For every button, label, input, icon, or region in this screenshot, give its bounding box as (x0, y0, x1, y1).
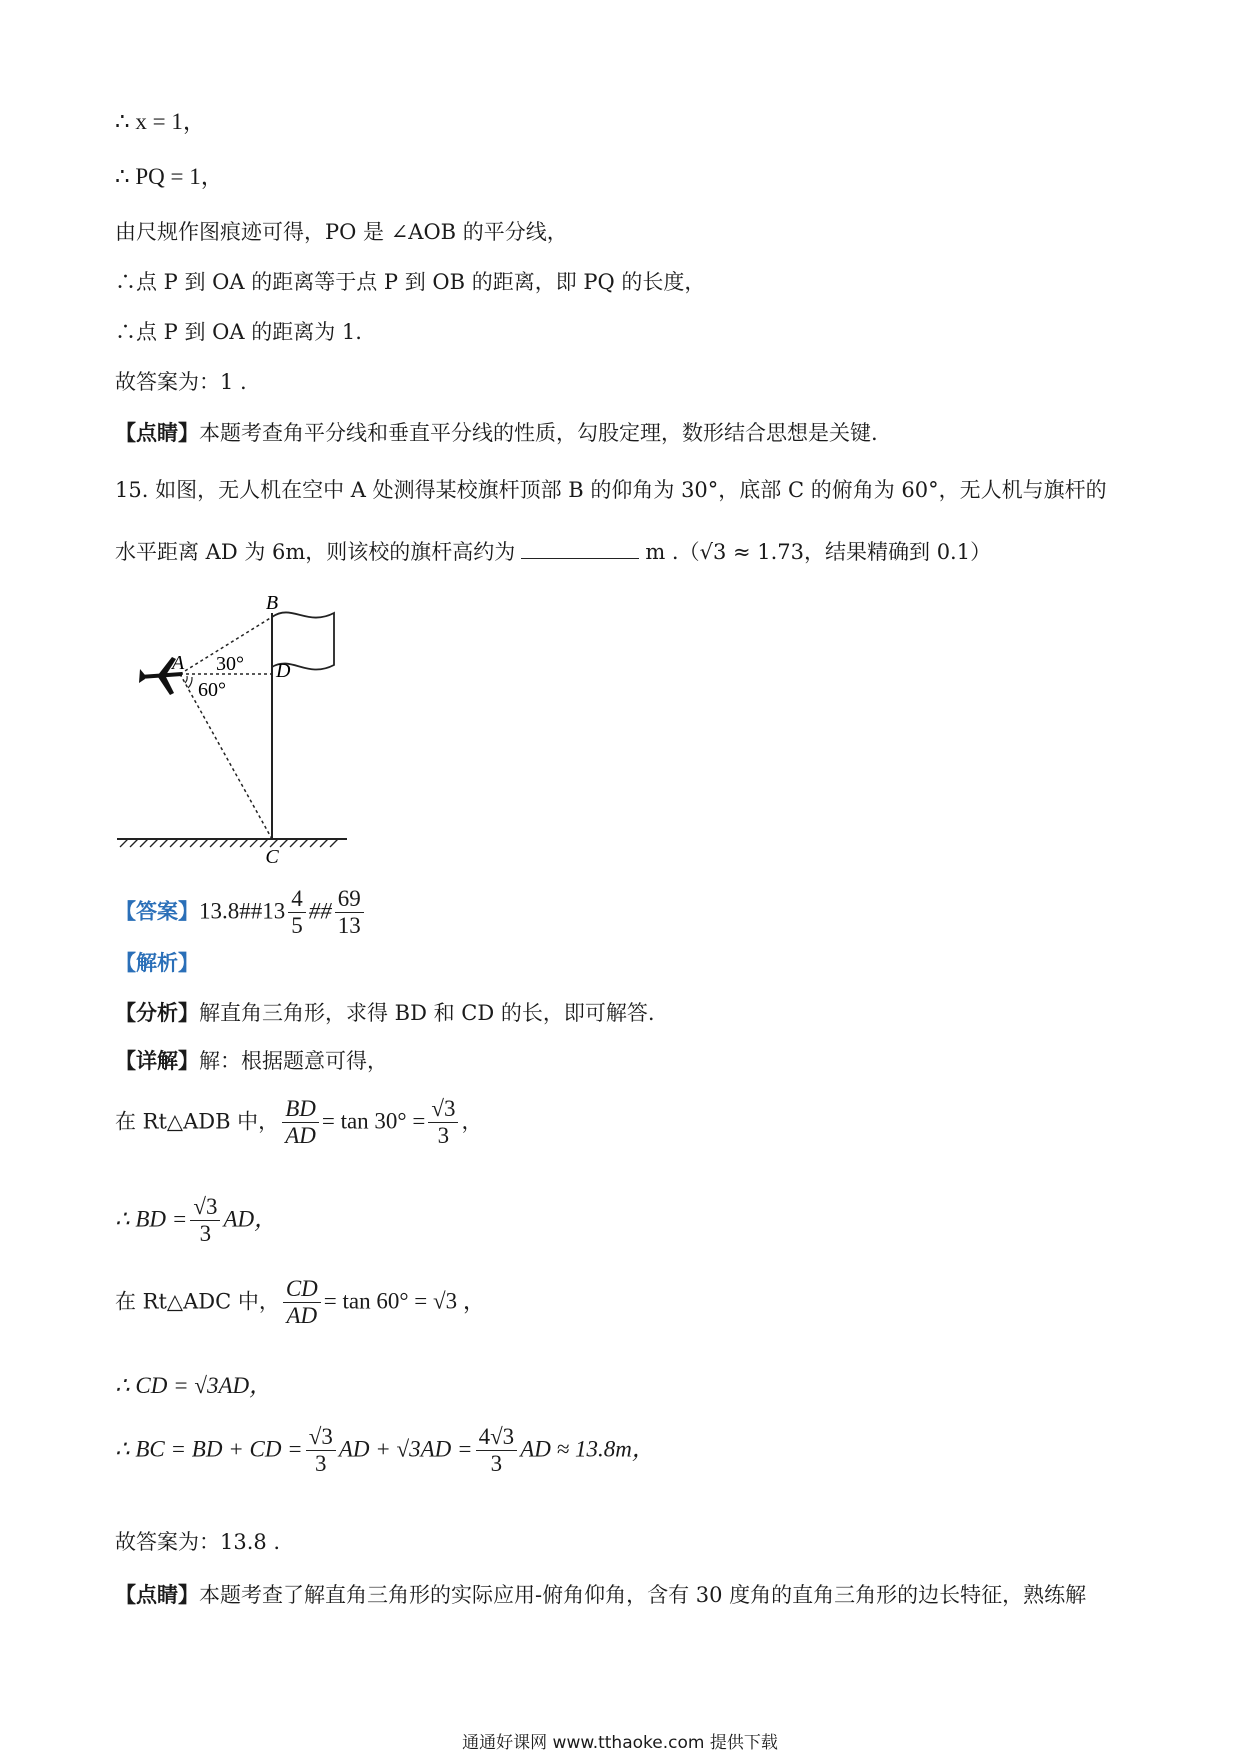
step-1-num: BD (282, 1096, 319, 1123)
step-3-frac (283, 1276, 321, 1330)
sight-line-ac (180, 674, 272, 839)
dianjing-text: 本题考查角平分线和垂直平分线的性质，勾股定理，数形结合思想是关键. (199, 421, 878, 445)
step-2-num: √3 (190, 1194, 220, 1221)
xiangjie-text: 解：根据题意可得， (199, 1049, 388, 1073)
step-3-den: AD (286, 1303, 318, 1329)
answer-value-a: 13.8##13 (199, 898, 286, 924)
step-4: ∴ CD = √3AD， (115, 1373, 273, 1398)
answer-mixed-num: 4 (288, 886, 306, 913)
xiangjie-line (115, 1048, 388, 1074)
answer-tag: 【答案】 (115, 898, 199, 924)
step-2-pre: ∴ BD = (115, 1206, 188, 1232)
step-6: 故答案为：13.8 . (115, 1530, 281, 1554)
question-line-1 (115, 478, 1107, 503)
step-2 (115, 1194, 277, 1248)
line-x-equals-1: ∴ x = 1， (115, 109, 206, 134)
ground-hatching (120, 839, 338, 847)
answer-line (115, 886, 367, 940)
step-1-den: AD (285, 1123, 316, 1149)
step-5 (115, 1424, 655, 1478)
jiexi-tag: 【解析】 (115, 950, 199, 975)
step-1-frac (282, 1096, 319, 1150)
step-1-rnum: √3 (428, 1096, 458, 1123)
step-2-end: AD， (223, 1206, 278, 1232)
step-5-num-1: √3 (306, 1424, 336, 1451)
answer-frac-den: 13 (337, 913, 361, 939)
page-footer: 通通好课网 www.tthaoke.com 提供下载 (462, 1733, 778, 1753)
answer-blank (521, 540, 639, 559)
fenxi-text: 解直角三角形，求得 BD 和 CD 的长，即可解答. (199, 1001, 655, 1025)
line-bisector: 由尺规作图痕迹可得，PO 是 ∠AOB 的平分线， (115, 220, 568, 244)
step-1-rden: 3 (437, 1123, 450, 1149)
step-5-pre: ∴ BC = BD + CD = (115, 1436, 303, 1462)
step-3 (115, 1276, 486, 1330)
step-3-pre: 在 Rt△ADC 中， (115, 1289, 280, 1314)
question-text-2b: m .（√3 ≈ 1.73，结果精确到 0.1） (645, 540, 992, 564)
fenxi-tag: 【分析】 (115, 1000, 199, 1025)
question-text-1: 如图，无人机在空中 A 处测得某校旗杆顶部 B 的仰角为 30°，底部 C 的俯角为 60°，无人机与旗杆的 (155, 478, 1107, 502)
step-7 (115, 1582, 1086, 1608)
answer-mixed-fraction (288, 886, 306, 940)
step-2-frac (190, 1194, 220, 1248)
step-1-end: ， (461, 1109, 483, 1134)
step-5-num-2: 4√3 (476, 1424, 518, 1451)
answer-sep: ## (308, 898, 332, 924)
step-5-frac-2 (476, 1424, 518, 1478)
line-pq-equals-1: ∴ PQ = 1， (115, 164, 224, 189)
step-2-den: 3 (199, 1221, 212, 1247)
line-answer-1: 故答案为：1 . (115, 370, 247, 394)
step-5-frac-1 (306, 1424, 336, 1478)
answer-frac-num: 69 (335, 886, 364, 913)
step-1-mid: = tan 30° = (321, 1108, 426, 1134)
step-3-num: CD (283, 1276, 321, 1303)
step-5-end: AD ≈ 13.8m， (520, 1436, 655, 1462)
answer-fraction (335, 886, 364, 940)
question-line-2 (115, 540, 991, 565)
fenxi-line (115, 1000, 655, 1026)
dianjing-text-2: 本题考查了解直角三角形的实际应用-俯角仰角，含有 30 度角的直角三角形的边长特征，熟练解 (199, 1583, 1087, 1607)
step-5-den-2: 3 (490, 1451, 503, 1477)
line-distance-value: ∴点 P 到 OA 的距离为 1. (115, 320, 362, 344)
question-number: 15. (115, 478, 149, 502)
angle-30-label: 30° (216, 653, 244, 675)
angle-arc-60 (188, 677, 192, 688)
line-dianjing-1 (115, 420, 878, 446)
step-1 (115, 1096, 482, 1150)
xiangjie-tag: 【详解】 (115, 1048, 199, 1073)
flagpole-figure (112, 595, 352, 865)
label-c: C (265, 846, 279, 865)
step-3-mid: = tan 60° = √3 ， (323, 1288, 486, 1314)
label-d: D (276, 660, 291, 682)
answer-mixed-den: 5 (291, 913, 303, 939)
step-1-pre: 在 Rt△ADB 中， (115, 1109, 280, 1134)
label-a: A (172, 652, 185, 674)
step-1-result (428, 1096, 458, 1150)
dianjing-tag: 【点睛】 (115, 420, 199, 445)
line-distance-equal: ∴点 P 到 OA 的距离等于点 P 到 OB 的距离，即 PQ 的长度， (115, 270, 706, 294)
step-5-den-1: 3 (315, 1451, 327, 1477)
angle-60-label: 60° (198, 679, 226, 701)
angle-arc-60-inner (185, 676, 187, 683)
dianjing-tag-2: 【点睛】 (115, 1582, 199, 1607)
question-text-2a: 水平距离 AD 为 6m，则该校的旗杆高约为 (115, 540, 516, 564)
label-b: B (265, 595, 279, 614)
step-5-mid: AD + √3AD = (338, 1436, 473, 1462)
